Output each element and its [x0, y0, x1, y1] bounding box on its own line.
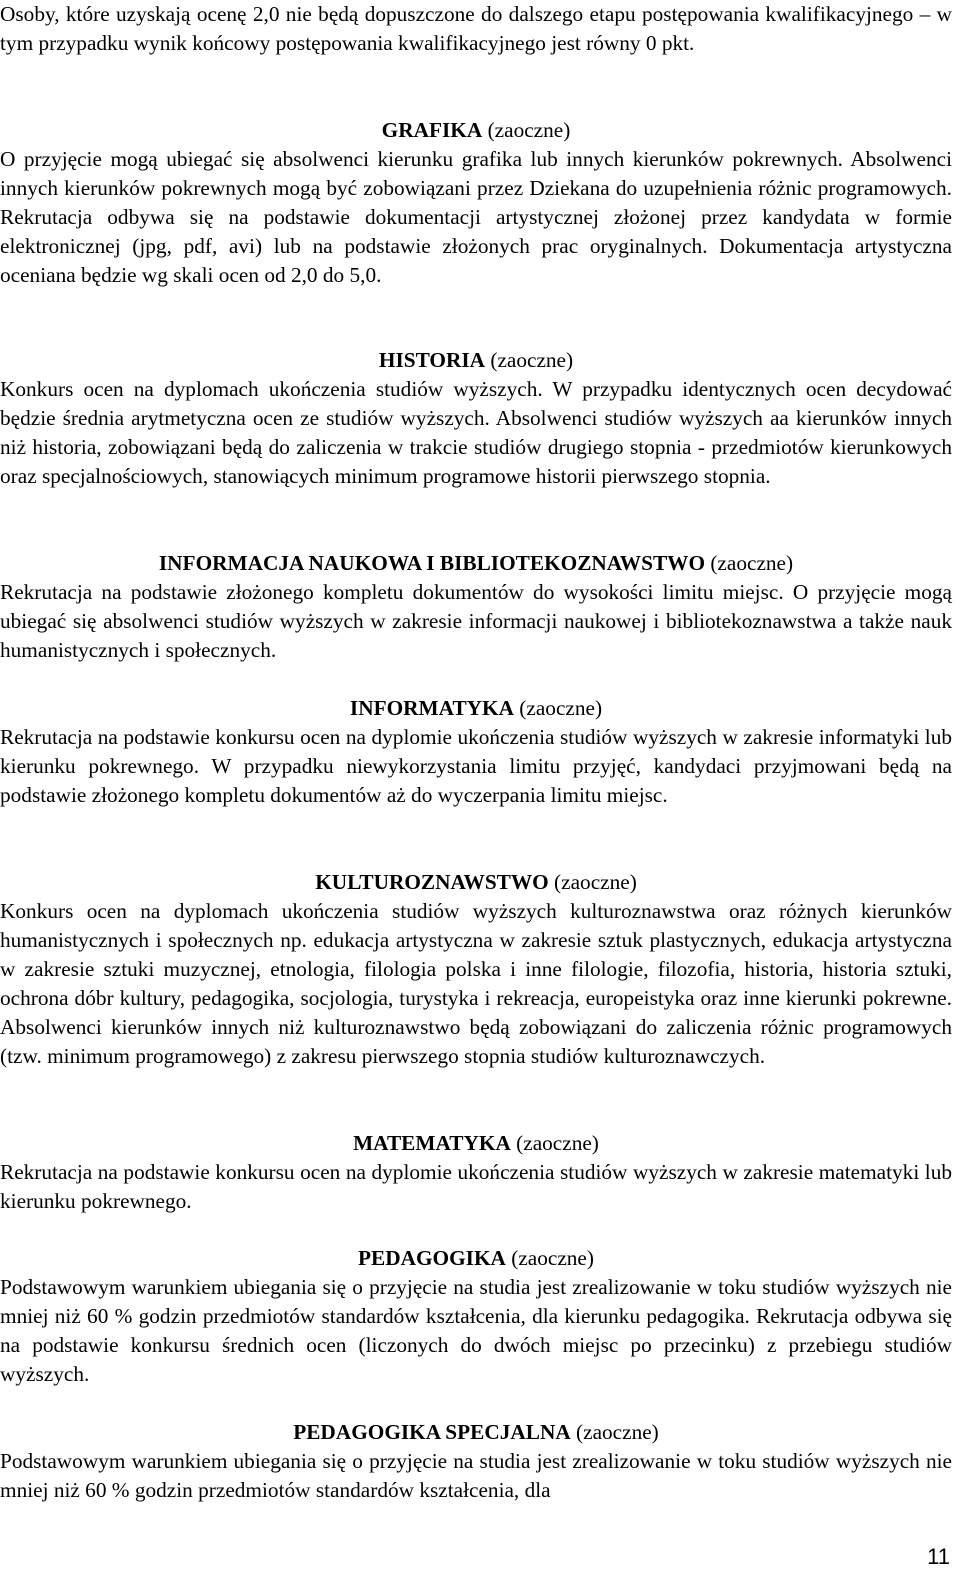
heading-title: INFORMACJA NAUKOWA I BIBLIOTEKOZNAWSTWO	[158, 551, 706, 575]
heading-title: HISTORIA	[378, 348, 486, 372]
paragraph-matematyka: Rekrutacja na podstawie konkursu ocen na dyplomie ukończenia studiów wyższych w zakresie matematyki lub kierunku pokrewnego.	[0, 1160, 952, 1213]
heading-title: KULTUROZNAWSTWO	[315, 870, 549, 894]
heading-mode: (zaoczne)	[570, 1420, 659, 1444]
heading-pedagogika	[0, 1244, 952, 1273]
heading-informacja-naukowa	[0, 549, 952, 578]
paragraph-pedagogika: Podstawowym warunkiem ubiegania się o przyjęcie na studia jest zrealizowanie w toku studiów wyższych nie mniej niż 60 % godzin przedmiotów standardów kształcenia, dla kierunku pedagogika. Rekrutacja odbywa się na podstawie konkursu średnich ocen (liczonych do dwóch miejsc po przecinku) z przebiegu studiów wyższych.	[0, 1275, 952, 1386]
heading-mode: (zaoczne)	[482, 118, 571, 142]
heading-mode: (zaoczne)	[485, 348, 574, 372]
paragraph-pedagogika-specjalna: Podstawowym warunkiem ubiegania się o przyjęcie na studia jest zrealizowanie w toku studiów wyższych nie mniej niż 60 % godzin przedmiotów standardów kształcenia, dla	[0, 1449, 952, 1502]
paragraph-grafika: O przyjęcie mogą ubiegać się absolwenci kierunku grafika lub innych kierunków pokrewnych. Absolwenci innych kierunków pokrewnych mogą być zobowiązani przez Dziekana do uzupełnienia różnic programowych. Rekrutacja odbywa się na podstawie dokumentacji artystycznej złożonej przez kandydata w formie elektronicznej (jpg, pdf, avi) lub na podstawie złożonych prac oryginalnych. Dokumentacja artystyczna oceniana będzie wg skali ocen od 2,0 do 5,0.	[0, 147, 952, 287]
heading-mode: (zaoczne)	[505, 1246, 594, 1270]
heading-grafika	[0, 116, 952, 145]
heading-historia	[0, 346, 952, 375]
heading-mode: (zaoczne)	[513, 696, 603, 720]
paragraph-kulturoznawstwo: Konkurs ocen na dyplomach ukończenia studiów wyższych kulturoznawstwa oraz różnych kierunków humanistycznych i społecznych np. edukacja artystyczna w zakresie sztuk plastycznych, edukacja artystyczna w zakresie sztuki muzycznej, etnologia, filologia polska i inne filologie, filozofia, historia, historia sztuki, ochrona dóbr kultury, pedagogika, socjologia, turystyka i rekreacja, europeistyka oraz inne kierunki pokrewne. Absolwenci kierunków innych niż kulturoznawstwo będą zobowiązani do zaliczenia różnic programowych (tzw. minimum programowego) z zakresu pierwszego stopnia studiów kulturoznawczych.	[0, 899, 952, 1068]
heading-mode: (zaoczne)	[510, 1131, 599, 1155]
heading-informatyka	[0, 694, 952, 723]
heading-title: INFORMATYKA	[349, 696, 514, 720]
heading-title: PEDAGOGIKA	[358, 1246, 506, 1270]
heading-pedagogika-specjalna	[0, 1418, 952, 1447]
paragraph-historia: Konkurs ocen na dyplomach ukończenia studiów wyższych. W przypadku identycznych ocen decydować będzie średnia arytmetyczna ocen ze studiów wyższych. Absolwenci studiów wyższych aa kierunków innych niż historia, zobowiązani będą do zaliczenia w trakcie studiów drugiego stopnia - przedmiotów kierunkowych oraz specjalnościowych, stanowiących minimum programowe historii pierwszego stopnia.	[0, 377, 952, 488]
paragraph-intro: Osoby, które uzyskają ocenę 2,0 nie będą dopuszczone do dalszego etapu postępowania kwalifikacyjnego – w tym przypadku wynik końcowy postępowania kwalifikacyjnego jest równy 0 pkt.	[0, 2, 952, 55]
heading-mode: (zaoczne)	[705, 551, 794, 575]
paragraph-informacja-naukowa: Rekrutacja na podstawie złożonego kompletu dokumentów do wysokości limitu miejsc. O przyjęcie mogą ubiegać się absolwenci studiów wyższych w zakresie informacji naukowej i bibliotekoznawstwa a także nauk humanistycznych i społecznych.	[0, 580, 952, 662]
heading-matematyka	[0, 1129, 952, 1158]
page-number: 11	[927, 1544, 950, 1569]
heading-title: PEDAGOGIKA SPECJALNA	[293, 1420, 571, 1444]
paragraph-informatyka: Rekrutacja na podstawie konkursu ocen na dyplomie ukończenia studiów wyższych w zakresie informatyki lub kierunku pokrewnego. W przypadku niewykorzystania limitu przyjęć, kandydaci przyjmowani będą na podstawie złożonego kompletu dokumentów aż do wyczerpania limitu miejsc.	[0, 725, 952, 807]
heading-mode: (zaoczne)	[548, 870, 637, 894]
heading-kulturoznawstwo	[0, 868, 952, 897]
heading-title: MATEMATYKA	[353, 1131, 511, 1155]
heading-title: GRAFIKA	[381, 118, 483, 142]
